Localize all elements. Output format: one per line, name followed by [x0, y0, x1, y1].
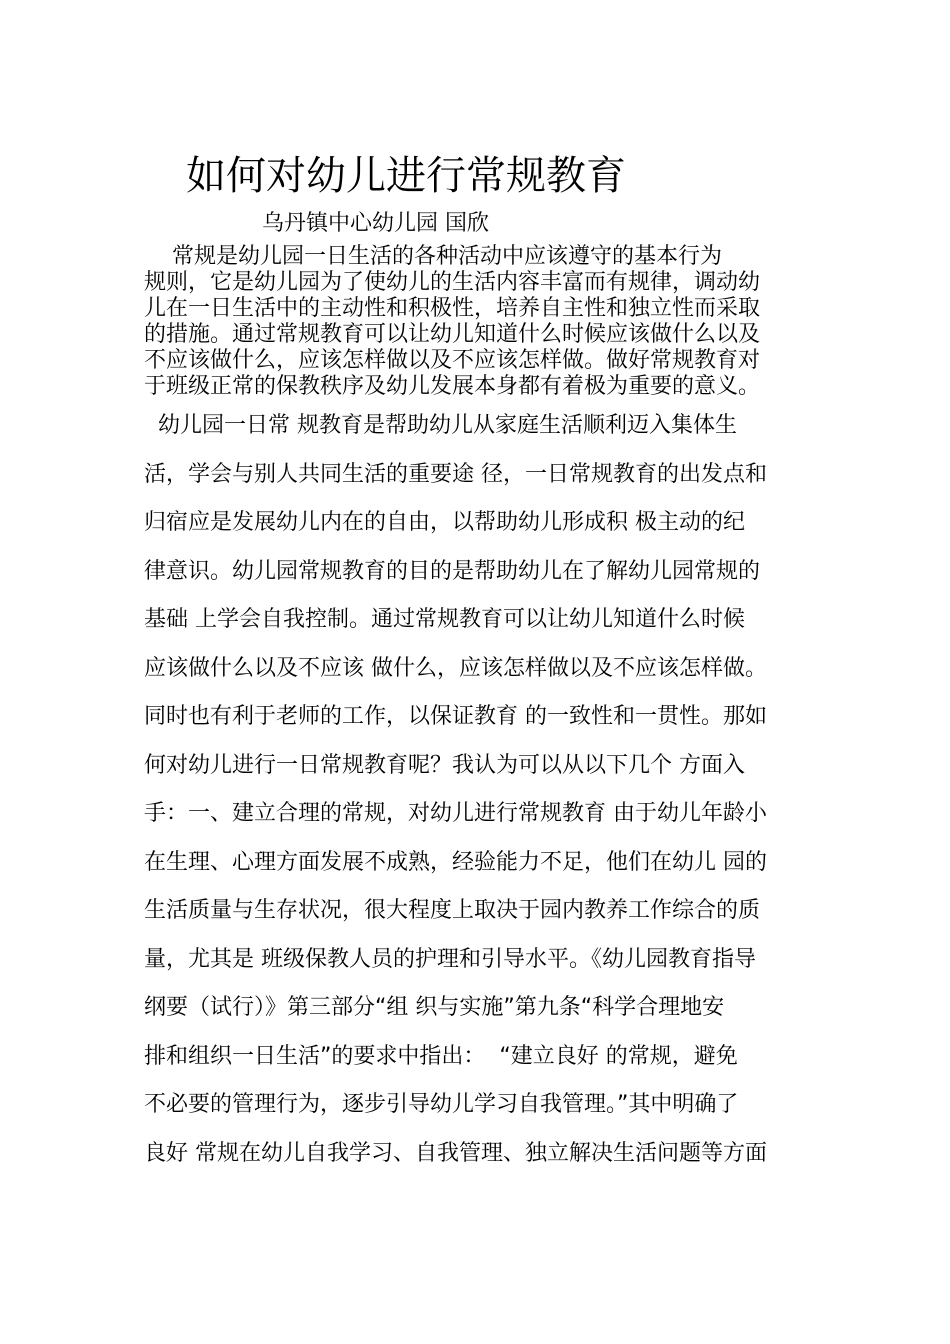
body-line: 纲要（试行）》第三部分“组 织与实施”第九条“科学合理地安	[144, 995, 725, 1020]
body-line: 归宿应是发展幼儿内在的自由，以帮助幼儿形成积 极主动的纪	[144, 510, 745, 535]
author-line: 乌丹镇中心幼儿园 国欣	[262, 211, 489, 236]
body-line: 手：一、建立合理的常规，对幼儿进行常规教育 由于幼儿年龄小	[144, 801, 767, 826]
body-paragraph	[144, 402, 814, 1178]
body-line: 活，学会与别人共同生活的重要途 径，一日常规教育的出发点和	[144, 461, 767, 487]
intro-line: 常规是幼儿园一日生活的各种活动中应该遵守的基本行为	[144, 244, 722, 269]
body-line: 排和组织一日生活”的要求中指出： “建立良好 的常规，避免	[144, 1043, 738, 1069]
intro-line: 规则，它是幼儿园为了使幼儿的生活内容丰富而有规律，调动幼	[144, 270, 761, 295]
body-line: 良好 常规在幼儿自我学习、自我管理、独立解决生活问题等方面	[144, 1140, 767, 1166]
body-line: 量，尤其是 班级保教人员的护理和引导水平。《幼儿园教育指导	[144, 946, 756, 972]
body-line: 基础 上学会自我控制。通过常规教育可以让幼儿知道什么时候	[144, 607, 745, 632]
intro-line: 儿在一日生活中的主动性和积极性，培养自主性和独立性而采取	[144, 296, 761, 321]
body-line: 在生理、心理方面发展不成熟，经验能力不足，他们在幼儿 园的	[144, 849, 767, 875]
intro-line: 的措施。通过常规教育可以让幼儿知道什么时候应该做什么以及	[144, 322, 761, 347]
body-line: 同时也有利于老师的工作，以保证教育 的一致性和一贯性。那如	[144, 704, 767, 729]
body-line: 生活质量与生存状况，很大程度上取决于园内教养工作综合的质	[144, 898, 761, 923]
intro-line: 不应该做什么，应该怎样做以及不应该怎样做。做好常规教育对	[144, 348, 761, 373]
body-line: 何对幼儿进行一日常规教育呢？我认为可以从以下几个 方面入	[144, 752, 745, 778]
body-line: 律意识。幼儿园常规教育的目的是帮助幼儿在了解幼儿园常规的	[144, 558, 761, 584]
body-line: 幼儿园一日常 规教育是帮助幼儿从家庭生活顺利迈入集体生	[144, 413, 737, 438]
document-title: 如何对幼儿进行常规教育	[186, 153, 626, 199]
body-line: 应该做什么以及不应该 做什么，应该怎样做以及不应该怎样做。	[144, 655, 767, 681]
body-line: 不必要的管理行为，逐步引导幼儿学习自我管理。”其中明确了	[144, 1092, 739, 1117]
intro-line: 于班级正常的保教秩序及幼儿发展本身都有着极为重要的意义。	[144, 374, 761, 399]
intro-paragraph	[144, 244, 814, 400]
